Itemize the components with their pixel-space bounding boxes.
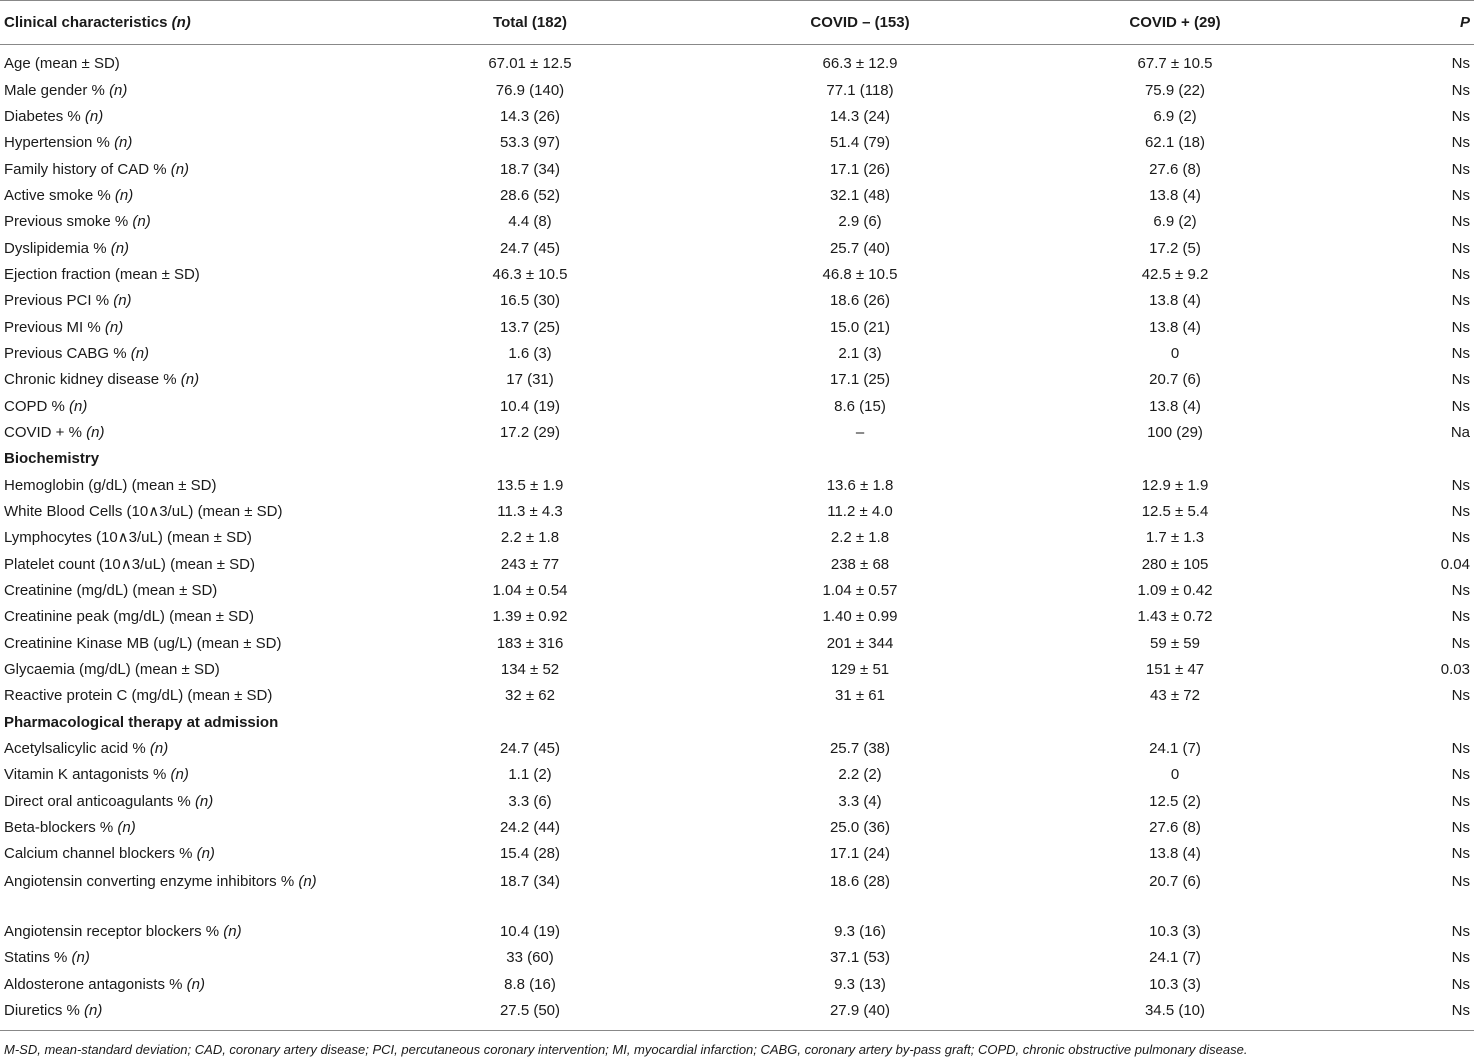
total-value-cell: 27.5 (50) [330, 998, 730, 1031]
row-label: Platelet count (10∧3/uL) (mean ± SD) [4, 555, 255, 573]
row-label-cell [0, 552, 330, 578]
covid-negative-value-cell: 25.0 (36) [829, 819, 891, 837]
p-value-cell: Ns [1451, 740, 1470, 758]
total-value-cell: 13.5 ± 1.9 [496, 476, 564, 494]
row-n-label: (n) [110, 239, 130, 257]
p-value-cell: Ns [1451, 608, 1470, 626]
covid-negative-value-cell: 11.2 ± 4.0 [827, 503, 893, 521]
covid-positive-value-cell: 10.3 (3) [1149, 975, 1201, 993]
header-clinical-characteristics [0, 1, 330, 45]
covid-negative-value-cell: 3.3 (4) [838, 792, 882, 810]
row-label-cell [0, 919, 330, 945]
covid-negative-value-cell: 25.7 (38) [829, 740, 891, 758]
row-label-cell [0, 841, 330, 867]
row-label-cell [0, 631, 330, 657]
total-value-cell: 76.9 (140) [495, 81, 565, 99]
row-label-cell [0, 367, 330, 393]
row-n-label: (n) [132, 213, 151, 231]
row-label: Male gender % [4, 81, 110, 99]
covid-negative-value-cell: 17.1 (26) [829, 160, 891, 178]
row-label-cell [0, 183, 330, 209]
p-value-cell: Ns [1451, 186, 1470, 204]
table-row [0, 683, 1474, 709]
p-value-cell: Ns [1451, 107, 1470, 125]
row-label-cell [0, 235, 330, 261]
covid-positive-value-cell: 280 ± 105 [1141, 555, 1209, 573]
p-value-cell: Ns [1451, 922, 1470, 940]
row-label-cell [0, 209, 330, 235]
covid-positive-value-cell: 27.6 (8) [1149, 819, 1201, 837]
row-label-cell [0, 945, 330, 971]
table-row [0, 104, 1474, 130]
table-row [0, 183, 1474, 209]
total-value-cell: 1.1 (2) [508, 766, 552, 784]
row-label-cell [0, 45, 330, 78]
covid-positive-value-cell: 0 [1170, 344, 1180, 362]
p-value-cell: Ns [1451, 213, 1470, 231]
row-label-cell [0, 77, 330, 103]
row-label: Diuretics % [4, 1001, 85, 1019]
table-row [0, 657, 1474, 683]
row-label: Diabetes % [4, 107, 85, 125]
table-row [0, 235, 1474, 261]
p-value-cell: Ns [1451, 687, 1470, 705]
row-label: Age (mean ± SD) [4, 55, 120, 73]
p-value-cell: Ns [1451, 975, 1470, 993]
p-value-cell: Ns [1360, 998, 1474, 1031]
p-value-cell: Ns [1451, 160, 1470, 178]
row-label-cell [0, 473, 330, 499]
total-value-cell: 17 (31) [506, 371, 554, 389]
row-label: Family history of CAD % [4, 160, 171, 178]
row-label-cell [0, 525, 330, 551]
header-covid-positive: COVID + (29) [990, 1, 1360, 45]
section-header-row [0, 446, 1474, 472]
row-n-label: (n) [84, 107, 104, 125]
covid-positive-value-cell: 1.7 ± 1.3 [1145, 529, 1205, 547]
row-label: Glycaemia (mg/dL) (mean ± SD) [4, 661, 220, 679]
row-label: Previous smoke % [4, 213, 133, 231]
row-label: Chronic kidney disease % [4, 371, 181, 389]
header-covid-negative: COVID – (153) [730, 1, 990, 45]
p-value-cell: Ns [1451, 634, 1470, 652]
row-label-cell [0, 393, 330, 419]
total-value-cell: 134 ± 52 [500, 661, 560, 679]
table-row [0, 288, 1474, 314]
covid-negative-value-cell: 32.1 (48) [829, 186, 891, 204]
covid-negative-value-cell: 238 ± 68 [830, 555, 890, 573]
section-title: Pharmacological therapy at admission [4, 713, 279, 731]
table-row [0, 525, 1474, 551]
covid-negative-value-cell: 14.3 (24) [829, 107, 891, 125]
row-n-label: (n) [196, 845, 215, 863]
p-value-cell: Ns [1451, 81, 1470, 99]
covid-positive-value-cell: 59 ± 59 [1150, 634, 1200, 652]
p-value-cell: 0.03 [1440, 661, 1470, 679]
covid-negative-value-cell: 1.04 ± 0.57 [822, 582, 898, 600]
total-value-cell: 24.2 (44) [499, 819, 561, 837]
covid-positive-value-cell: 20.7 (6) [1149, 872, 1201, 890]
table-row [0, 631, 1474, 657]
table-footnote: M-SD, mean-standard deviation; CAD, coronary artery disease; PCI, percutaneous coronary intervention; MI, myocardial infarction; CABG, coronary artery by-pass graft; COPD, chronic obstructive pulmonary disease. [4, 1042, 1248, 1057]
row-n-label: (n) [114, 134, 133, 152]
covid-positive-value-cell: 100 (29) [1147, 423, 1203, 441]
covid-positive-value-cell: 24.1 (7) [1149, 949, 1201, 967]
p-value-cell: Ns [1451, 819, 1470, 837]
row-label: Acetylsalicylic acid % [4, 740, 150, 758]
covid-negative-value-cell: 46.8 ± 10.5 [822, 265, 898, 283]
covid-positive-value-cell: 67.7 ± 10.5 [1137, 55, 1213, 73]
covid-negative-value-cell: 2.1 (3) [838, 344, 882, 362]
covid-negative-value-cell: 9.3 (16) [834, 922, 886, 940]
row-n-label: (n) [298, 872, 317, 890]
table-row [0, 341, 1474, 367]
row-n-label: (n) [117, 819, 136, 837]
covid-positive-value-cell: 20.7 (6) [1149, 371, 1201, 389]
section-title: Biochemistry [4, 450, 100, 468]
row-label: Ejection fraction (mean ± SD) [4, 265, 200, 283]
total-value-cell: 10.4 (19) [499, 397, 561, 415]
row-n-label: (n) [113, 292, 132, 310]
row-label: Active smoke % [4, 186, 115, 204]
row-label: COPD % [4, 397, 70, 415]
row-label-cell [0, 683, 330, 709]
row-label: Lymphocytes (10∧3/uL) (mean ± SD) [4, 529, 252, 547]
covid-negative-value-cell: 18.6 (26) [829, 292, 891, 310]
table-row [0, 262, 1474, 288]
row-n-label: (n) [84, 1001, 103, 1019]
table-row [0, 736, 1474, 762]
table-row [0, 762, 1474, 788]
row-label-cell [0, 341, 330, 367]
covid-negative-value-cell: 201 ± 344 [826, 634, 894, 652]
covid-negative-value-cell: 31 ± 61 [835, 687, 885, 705]
covid-negative-value-cell: 8.6 (15) [834, 397, 886, 415]
row-n-label: (n) [71, 949, 90, 967]
p-value-cell: Na [1450, 423, 1470, 441]
total-value-cell: 11.3 ± 4.3 [497, 503, 563, 521]
row-label: Hemoglobin (g/dL) (mean ± SD) [4, 476, 217, 494]
table-row [0, 420, 1474, 446]
row-label-cell [0, 971, 330, 997]
total-value-cell: 18.7 (34) [499, 160, 561, 178]
row-label: Dyslipidemia % [4, 239, 111, 257]
row-n-label: (n) [114, 186, 134, 204]
total-value-cell: 67.01 ± 12.5 [488, 55, 572, 73]
covid-positive-value-cell: 27.6 (8) [1149, 160, 1201, 178]
row-label: Previous CABG % [4, 344, 131, 362]
header-row [0, 1, 1474, 45]
total-value-cell: 33 (60) [506, 949, 554, 967]
p-value-cell: Ns [1451, 397, 1470, 415]
covid-negative-value-cell: 2.2 (2) [838, 766, 882, 784]
covid-negative-value-cell: 129 ± 51 [830, 661, 890, 679]
p-value-cell: Ns [1451, 872, 1470, 890]
row-label-cell [0, 104, 330, 130]
total-value-cell: 15.4 (28) [499, 845, 561, 863]
table-row [0, 789, 1474, 815]
row-label: Previous PCI % [4, 292, 114, 310]
table-row [0, 945, 1474, 971]
row-label: Vitamin K antagonists % [4, 766, 171, 784]
header-clinical-characteristics-label: Clinical characteristics [4, 14, 168, 31]
total-value-cell: 8.8 (16) [504, 975, 556, 993]
total-value-cell: 18.7 (34) [499, 872, 561, 890]
p-value-cell: Ns [1451, 582, 1470, 600]
covid-negative-value-cell: 66.3 ± 12.9 [822, 55, 898, 73]
covid-positive-value-cell: 75.9 (22) [1144, 81, 1206, 99]
table-row [0, 841, 1474, 867]
row-label-cell [0, 998, 330, 1031]
row-label-cell [0, 156, 330, 182]
covid-positive-value-cell: 13.8 (4) [1149, 186, 1201, 204]
covid-positive-value-cell: 0 [1170, 766, 1180, 784]
table-row [0, 552, 1474, 578]
table-row [0, 919, 1474, 945]
total-value-cell: 28.6 (52) [499, 186, 561, 204]
row-label: Angiotensin converting enzyme inhibitors % [4, 872, 299, 890]
covid-positive-value-cell: 13.8 (4) [1149, 292, 1201, 310]
covid-negative-value-cell: 9.3 (13) [834, 975, 886, 993]
row-label: Creatinine (mg/dL) (mean ± SD) [4, 582, 218, 600]
table-row [0, 130, 1474, 156]
covid-negative-value-cell: 51.4 (79) [829, 134, 891, 152]
total-value-cell: 243 ± 77 [500, 555, 560, 573]
row-label: Aldosterone antagonists % [4, 975, 187, 993]
row-label: Hypertension % [4, 134, 115, 152]
covid-positive-value-cell: 43 ± 72 [1150, 687, 1200, 705]
row-label-cell [0, 499, 330, 525]
covid-positive-value-cell: 6.9 (2) [1153, 107, 1197, 125]
row-label-cell [0, 657, 330, 683]
total-value-cell: 4.4 (8) [508, 213, 552, 231]
covid-positive-value-cell: 12.9 ± 1.9 [1141, 476, 1209, 494]
table-row [0, 77, 1474, 103]
covid-positive-value-cell: 34.5 (10) [990, 998, 1360, 1031]
row-label-cell [0, 420, 330, 446]
row-n-label: (n) [149, 740, 169, 758]
row-label: Beta-blockers % [4, 819, 118, 837]
row-label: Previous MI % [4, 318, 105, 336]
row-n-label: (n) [170, 160, 190, 178]
covid-positive-value-cell: 1.43 ± 0.72 [1137, 608, 1213, 626]
covid-negative-value-cell: 2.9 (6) [838, 213, 882, 231]
total-value-cell: 24.7 (45) [499, 239, 561, 257]
p-value-cell: Ns [1451, 476, 1470, 494]
row-label: COVID + % [4, 423, 87, 441]
row-label: White Blood Cells (10∧3/uL) (mean ± SD) [4, 503, 283, 521]
table-row [0, 499, 1474, 525]
p-value-cell: Ns [1451, 529, 1470, 547]
row-label: Direct oral anticoagulants % [4, 792, 195, 810]
p-value-cell: 0.04 [1440, 555, 1470, 573]
row-n-label: (n) [130, 344, 150, 362]
row-label-cell [0, 868, 330, 919]
covid-negative-value-cell: 15.0 (21) [829, 318, 891, 336]
p-value-cell: Ns [1451, 344, 1470, 362]
table-header [0, 1, 1474, 45]
covid-positive-value-cell: 24.1 (7) [1149, 740, 1201, 758]
covid-negative-value-cell: 2.2 ± 1.8 [830, 529, 890, 547]
p-value-cell: Ns [1451, 949, 1470, 967]
section-header-row [0, 710, 1474, 736]
row-n-label: (n) [180, 371, 200, 389]
row-label: Creatinine peak (mg/dL) (mean ± SD) [4, 608, 254, 626]
row-n-label: (n) [86, 423, 105, 441]
p-value-cell: Ns [1451, 239, 1470, 257]
table-row [0, 45, 1474, 78]
covid-positive-value-cell: 10.3 (3) [1149, 922, 1201, 940]
covid-positive-value-cell: 42.5 ± 9.2 [1141, 265, 1209, 283]
row-label: Statins % [4, 949, 72, 967]
total-value-cell: 16.5 (30) [499, 292, 561, 310]
covid-positive-value-cell: 62.1 (18) [1144, 134, 1206, 152]
covid-positive-value-cell: 17.2 (5) [1149, 239, 1201, 257]
covid-negative-value-cell: – [855, 423, 865, 441]
row-label-cell [0, 262, 330, 288]
row-label-cell [0, 604, 330, 630]
covid-negative-value-cell: 18.6 (28) [829, 872, 891, 890]
total-value-cell: 183 ± 316 [496, 634, 564, 652]
p-value-cell: Ns [1451, 766, 1470, 784]
table-row [0, 868, 1474, 919]
total-value-cell: 17.2 (29) [499, 423, 561, 441]
total-value-cell: 2.2 ± 1.8 [500, 529, 560, 547]
header-p-value: P [1360, 1, 1474, 45]
covid-positive-value-cell: 1.09 ± 0.42 [1137, 582, 1213, 600]
total-value-cell: 10.4 (19) [499, 922, 561, 940]
table-row [0, 156, 1474, 182]
p-value-cell: Ns [1451, 503, 1470, 521]
total-value-cell: 1.6 (3) [508, 344, 552, 362]
row-n-label: (n) [223, 922, 242, 940]
covid-negative-value-cell: 17.1 (25) [829, 371, 891, 389]
row-n-label: (n) [186, 975, 205, 993]
total-value-cell: 1.04 ± 0.54 [492, 582, 568, 600]
row-label-cell [0, 789, 330, 815]
covid-positive-value-cell: 151 ± 47 [1145, 661, 1205, 679]
row-label-cell [0, 288, 330, 314]
row-label-cell [0, 762, 330, 788]
row-label: Reactive protein C (mg/dL) (mean ± SD) [4, 687, 273, 705]
table-row [0, 473, 1474, 499]
table-row [0, 367, 1474, 393]
table-row [0, 314, 1474, 340]
p-value-cell: Ns [1451, 792, 1470, 810]
covid-positive-value-cell: 12.5 ± 5.4 [1141, 503, 1209, 521]
table-row [0, 815, 1474, 841]
covid-negative-value-cell: 25.7 (40) [829, 239, 891, 257]
row-label: Calcium channel blockers % [4, 845, 197, 863]
table-row [0, 393, 1474, 419]
total-value-cell: 53.3 (97) [499, 134, 561, 152]
covid-positive-value-cell: 13.8 (4) [1149, 318, 1201, 336]
row-n-label: (n) [104, 318, 124, 336]
total-value-cell: 24.7 (45) [499, 740, 561, 758]
header-total: Total (182) [330, 1, 730, 45]
covid-negative-value-cell: 77.1 (118) [826, 81, 894, 99]
p-value-cell: Ns [1451, 134, 1470, 152]
total-value-cell: 46.3 ± 10.5 [492, 265, 568, 283]
row-label-cell [0, 314, 330, 340]
row-label-cell [0, 130, 330, 156]
covid-positive-value-cell: 13.8 (4) [1149, 397, 1201, 415]
total-value-cell: 3.3 (6) [508, 792, 552, 810]
row-label-cell [0, 815, 330, 841]
row-label-cell [0, 736, 330, 762]
covid-negative-value-cell: 13.6 ± 1.8 [826, 476, 894, 494]
p-value-cell: Ns [1451, 265, 1470, 283]
p-value-cell: Ns [1451, 371, 1470, 389]
table-row [0, 604, 1474, 630]
row-n-label: (n) [109, 81, 128, 99]
covid-negative-value-cell: 37.1 (53) [829, 949, 891, 967]
covid-positive-value-cell: 13.8 (4) [1149, 845, 1201, 863]
covid-positive-value-cell: 12.5 (2) [1149, 792, 1201, 810]
total-value-cell: 1.39 ± 0.92 [492, 608, 568, 626]
total-value-cell: 13.7 (25) [499, 318, 561, 336]
table-row [0, 998, 1474, 1031]
row-label: Angiotensin receptor blockers % [4, 922, 224, 940]
total-value-cell: 14.3 (26) [499, 107, 561, 125]
total-value-cell: 32 ± 62 [505, 687, 555, 705]
row-n-label: (n) [170, 766, 189, 784]
covid-negative-value-cell: 17.1 (24) [829, 845, 891, 863]
table-row [0, 971, 1474, 997]
p-value-cell: Ns [1451, 845, 1470, 863]
table-row [0, 209, 1474, 235]
covid-positive-value-cell: 6.9 (2) [1153, 213, 1197, 231]
row-n-label: (n) [194, 792, 214, 810]
covid-negative-value-cell: 1.40 ± 0.99 [822, 608, 898, 626]
covid-negative-value-cell: 27.9 (40) [730, 998, 990, 1031]
p-value-cell: Ns [1451, 318, 1470, 336]
table-body [0, 45, 1474, 1031]
p-value-cell: Ns [1451, 292, 1470, 310]
row-n-label: (n) [69, 397, 88, 415]
row-label: Creatinine Kinase MB (ug/L) (mean ± SD) [4, 634, 282, 652]
row-label-cell [0, 578, 330, 604]
p-value-cell: Ns [1451, 55, 1470, 73]
table-row [0, 578, 1474, 604]
header-n-label: (n) [171, 14, 191, 31]
